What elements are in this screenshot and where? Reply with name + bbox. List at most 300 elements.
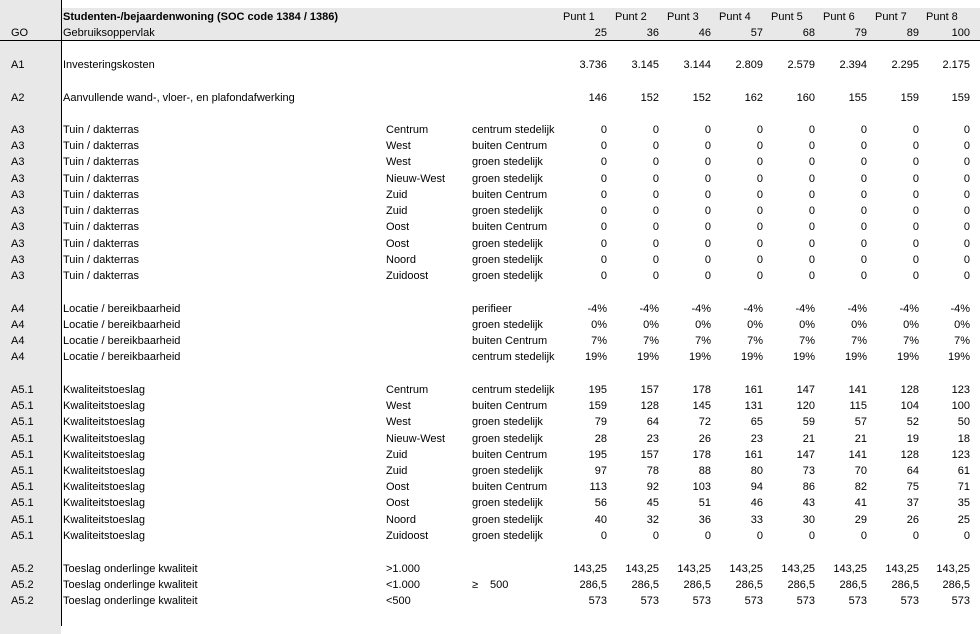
- punt-value: 113: [589, 481, 607, 493]
- row-location: Zuidoost: [386, 270, 429, 282]
- punt-value: 128: [900, 449, 919, 461]
- row-description: Kwaliteitstoeslag: [63, 481, 145, 493]
- row-type: centrum stedelijk: [472, 384, 555, 396]
- row-type: perifieer: [472, 303, 512, 315]
- punt-value: 70: [854, 465, 867, 477]
- punt-value: 0: [652, 254, 659, 266]
- punt-value: 73: [802, 465, 815, 477]
- punt-value: 143,25: [729, 563, 763, 575]
- punt-value: 0: [860, 140, 867, 152]
- punt-value: 0: [912, 270, 919, 282]
- punt-value: 0: [704, 173, 711, 185]
- punt-value: 0: [963, 221, 970, 233]
- punt-value: 143,25: [677, 563, 711, 575]
- row-description: Kwaliteitstoeslag: [63, 400, 145, 412]
- punt-value: 0: [963, 156, 970, 168]
- row-location: >1.000: [386, 563, 420, 575]
- row-description: Locatie / bereikbaarheid: [63, 319, 181, 331]
- punt-value: -4%: [743, 303, 763, 315]
- table-row: [0, 154, 980, 170]
- row-location: Nieuw-West: [386, 173, 446, 185]
- go-code: A2: [11, 92, 25, 104]
- punt-value: 0: [963, 173, 970, 185]
- go-code: A5.1: [11, 416, 34, 428]
- punt-label: Punt 7: [875, 11, 907, 23]
- row-location: West: [386, 156, 411, 168]
- punt-value: 0: [912, 140, 919, 152]
- punt-value: 94: [750, 481, 763, 493]
- punt-value: 71: [957, 481, 970, 493]
- punt-value: 159: [900, 92, 919, 104]
- punt-value: 0: [600, 124, 607, 136]
- go-code: A3: [11, 270, 25, 282]
- punt-value: 0: [860, 124, 867, 136]
- row-location: <1.000: [386, 579, 420, 591]
- punt-value: 0: [860, 238, 867, 250]
- go-code: A5.1: [11, 400, 34, 412]
- go-code: A5.1: [11, 481, 34, 493]
- row-description: Toeslag onderlinge kwaliteit: [63, 595, 198, 607]
- punt-value: 0: [652, 530, 659, 542]
- punt-value: 573: [951, 595, 970, 607]
- punt-value: 64: [906, 465, 919, 477]
- punt-value: 115: [849, 400, 867, 412]
- row-type: groen stedelijk: [472, 238, 543, 250]
- table-row: [0, 317, 980, 333]
- punt-value: 286,5: [579, 579, 607, 591]
- row-description: Locatie / bereikbaarheid: [63, 303, 181, 315]
- punt-value: 0: [860, 254, 867, 266]
- row-description: Kwaliteitstoeslag: [63, 465, 145, 477]
- punt-value: 123: [951, 449, 970, 461]
- row-description: Aanvullende wand-, vloer-, en plafondafwerking: [63, 92, 295, 104]
- punt-value: 0: [756, 530, 763, 542]
- punt-value: 0: [652, 189, 659, 201]
- punt-value: 33: [750, 514, 763, 526]
- punt-value: 0: [912, 205, 919, 217]
- punt-value: 37: [906, 497, 919, 509]
- punt-value: 573: [744, 595, 763, 607]
- punt-value: 123: [951, 384, 970, 396]
- punt-value: 0: [704, 189, 711, 201]
- go-code: A3: [11, 254, 25, 266]
- punt-value: 40: [594, 514, 607, 526]
- punt-value: 157: [640, 449, 659, 461]
- row-location: Zuidoost: [386, 530, 429, 542]
- punt-value: 0: [756, 238, 763, 250]
- punt-value: 19%: [844, 351, 867, 363]
- oppervlak-value: 36: [646, 27, 659, 39]
- go-code: A4: [11, 319, 25, 331]
- punt-value: 178: [692, 384, 711, 396]
- punt-value: 286,5: [891, 579, 919, 591]
- punt-value: 286,5: [942, 579, 970, 591]
- row-type: groen stedelijk: [472, 514, 543, 526]
- row-type: buiten Centrum: [472, 449, 548, 461]
- table-row: [0, 349, 980, 365]
- row-type: groen stedelijk: [472, 497, 543, 509]
- punt-value: 61: [957, 465, 970, 477]
- punt-value: 157: [640, 384, 659, 396]
- row-type: buiten Centrum: [472, 221, 548, 233]
- row-type: buiten Centrum: [472, 335, 548, 347]
- punt-value: 141: [848, 384, 867, 396]
- row-type: centrum stedelijk: [472, 124, 555, 136]
- punt-value: 159: [588, 400, 607, 412]
- punt-value: 56: [594, 497, 607, 509]
- punt-value: 155: [848, 92, 867, 104]
- punt-value: 86: [802, 481, 815, 493]
- punt-value: 3.736: [579, 59, 607, 71]
- punt-value: 0%: [747, 319, 763, 331]
- punt-value: 0: [756, 124, 763, 136]
- punt-value: 143,25: [885, 563, 919, 575]
- punt-value: 0: [704, 254, 711, 266]
- punt-value: 0: [652, 140, 659, 152]
- go-code: A5.1: [11, 433, 34, 445]
- punt-value: 23: [750, 433, 763, 445]
- go-code: A3: [11, 238, 25, 250]
- header-row-oppervlak: [0, 25, 980, 41]
- punt-value: 286,5: [735, 579, 763, 591]
- oppervlak-value: 46: [698, 27, 711, 39]
- table-row: [0, 203, 980, 219]
- punt-value: 0: [704, 156, 711, 168]
- ge-value: 500: [490, 579, 509, 591]
- punt-value: 0: [600, 173, 607, 185]
- punt-value: 0: [600, 254, 607, 266]
- row-location: Zuid: [386, 205, 408, 217]
- row-location: West: [386, 400, 411, 412]
- punt-value: 0: [860, 270, 867, 282]
- punt-value: 0: [652, 124, 659, 136]
- punt-value: 50: [957, 416, 970, 428]
- punt-value: 7%: [954, 335, 970, 347]
- row-description: Tuin / dakterras: [63, 156, 140, 168]
- punt-value: 0: [756, 205, 763, 217]
- go-code: A3: [11, 205, 25, 217]
- punt-value: 131: [744, 400, 763, 412]
- punt-value: 161: [744, 384, 763, 396]
- punt-value: 21: [802, 433, 815, 445]
- punt-value: 0: [860, 173, 867, 185]
- punt-value: 0: [704, 221, 711, 233]
- punt-label: Punt 6: [823, 11, 855, 23]
- punt-value: 0: [652, 205, 659, 217]
- punt-value: 0: [756, 140, 763, 152]
- punt-value: 120: [796, 400, 815, 412]
- punt-value: 79: [594, 416, 607, 428]
- row-location: <500: [386, 595, 411, 607]
- punt-value: 18: [957, 433, 970, 445]
- punt-value: 286,5: [631, 579, 659, 591]
- punt-label: Punt 4: [719, 11, 751, 23]
- punt-value: 64: [646, 416, 659, 428]
- punt-value: 0: [912, 156, 919, 168]
- table-row: [0, 268, 980, 284]
- punt-value: 0: [912, 221, 919, 233]
- punt-value: 0: [704, 238, 711, 250]
- punt-value: 7%: [851, 335, 867, 347]
- row-location: Noord: [386, 254, 416, 266]
- punt-value: 19: [906, 433, 919, 445]
- punt-value: 0: [704, 205, 711, 217]
- oppervlak-value: 68: [802, 27, 815, 39]
- row-location: Nieuw-West: [386, 433, 446, 445]
- row-location: Oost: [386, 497, 410, 509]
- punt-value: 0: [912, 254, 919, 266]
- punt-value: 152: [692, 92, 711, 104]
- punt-value: 0: [808, 221, 815, 233]
- go-code: A4: [11, 335, 25, 347]
- ge-symbol: ≥: [472, 579, 479, 591]
- punt-value: 0: [912, 530, 919, 542]
- punt-value: 3.144: [683, 59, 711, 71]
- punt-value: 286,5: [683, 579, 711, 591]
- punt-value: 161: [744, 449, 763, 461]
- row-type: groen stedelijk: [472, 319, 543, 331]
- header-row-title: [0, 9, 980, 25]
- table-row: [0, 122, 980, 138]
- row-type: groen stedelijk: [472, 205, 543, 217]
- punt-value: 0%: [954, 319, 970, 331]
- punt-value: 19%: [688, 351, 711, 363]
- punt-value: -4%: [691, 303, 711, 315]
- punt-value: 0: [860, 156, 867, 168]
- punt-value: 92: [646, 481, 659, 493]
- punt-value: 0: [808, 189, 815, 201]
- punt-value: 0: [808, 238, 815, 250]
- table-row: [0, 495, 980, 511]
- punt-value: 145: [692, 400, 711, 412]
- row-location: Noord: [386, 514, 416, 526]
- punt-value: 26: [906, 514, 919, 526]
- punt-value: 103: [692, 481, 711, 493]
- table-row: [0, 138, 980, 154]
- punt-value: 0: [652, 156, 659, 168]
- row-description: Investeringskosten: [63, 59, 155, 71]
- punt-value: 0: [860, 221, 867, 233]
- punt-value: 143,25: [625, 563, 659, 575]
- punt-value: 573: [640, 595, 659, 607]
- row-location: Centrum: [386, 384, 429, 396]
- table-row: [0, 577, 980, 593]
- row-description: Kwaliteitstoeslag: [63, 497, 145, 509]
- row-location: Zuid: [386, 449, 408, 461]
- go-code: A3: [11, 189, 25, 201]
- punt-value: 573: [848, 595, 867, 607]
- punt-value: 7%: [747, 335, 763, 347]
- punt-value: 57: [854, 416, 867, 428]
- row-type: groen stedelijk: [472, 156, 543, 168]
- punt-value: 0: [963, 124, 970, 136]
- row-location: Oost: [386, 238, 410, 250]
- punt-value: 29: [854, 514, 867, 526]
- punt-value: 0: [652, 238, 659, 250]
- punt-value: 573: [900, 595, 919, 607]
- table-row: [0, 561, 980, 577]
- punt-value: 0: [963, 140, 970, 152]
- punt-value: 0: [652, 173, 659, 185]
- punt-value: 26: [698, 433, 711, 445]
- table-row: [0, 528, 980, 544]
- table-row: [0, 593, 980, 609]
- punt-value: 19%: [740, 351, 763, 363]
- row-type: groen stedelijk: [472, 416, 543, 428]
- row-description: Kwaliteitstoeslag: [63, 530, 145, 542]
- punt-value: 573: [796, 595, 815, 607]
- go-code: A5.2: [11, 563, 34, 575]
- table-row: [0, 171, 980, 187]
- punt-value: 0: [652, 221, 659, 233]
- go-code: A5.2: [11, 579, 34, 591]
- punt-value: 0: [756, 156, 763, 168]
- punt-value: 7%: [643, 335, 659, 347]
- go-code: A5.1: [11, 384, 34, 396]
- punt-value: 195: [588, 384, 607, 396]
- punt-value: 0: [860, 205, 867, 217]
- table-row: [0, 479, 980, 495]
- punt-value: -4%: [795, 303, 815, 315]
- punt-value: 0: [704, 270, 711, 282]
- punt-value: 43: [802, 497, 815, 509]
- punt-value: 52: [906, 416, 919, 428]
- punt-value: 0: [652, 270, 659, 282]
- punt-value: 46: [750, 497, 763, 509]
- punt-value: 0: [756, 254, 763, 266]
- table-row: [0, 219, 980, 235]
- punt-value: 0%: [695, 319, 711, 331]
- punt-value: 128: [900, 384, 919, 396]
- punt-value: 573: [588, 595, 607, 607]
- sheet-title: Studenten-/bejaardenwoning (SOC code 1384 / 1386): [63, 11, 339, 23]
- punt-value: 51: [698, 497, 711, 509]
- row-location: Oost: [386, 481, 410, 493]
- row-description: Toeslag onderlinge kwaliteit: [63, 563, 198, 575]
- row-description: Kwaliteitstoeslag: [63, 433, 145, 445]
- punt-value: 35: [957, 497, 970, 509]
- punt-value: 0: [860, 189, 867, 201]
- punt-value: 0: [808, 254, 815, 266]
- punt-value: 0: [704, 530, 711, 542]
- punt-value: 0: [860, 530, 867, 542]
- oppervlak-label: Gebruiksoppervlak: [63, 27, 155, 39]
- punt-value: 80: [750, 465, 763, 477]
- punt-value: -4%: [950, 303, 970, 315]
- oppervlak-value: 100: [951, 27, 970, 39]
- oppervlak-value: 79: [854, 27, 867, 39]
- table-row: [0, 463, 980, 479]
- punt-value: 0: [600, 270, 607, 282]
- punt-value: 19%: [792, 351, 815, 363]
- punt-value: 78: [646, 465, 659, 477]
- punt-value: 143,25: [573, 563, 607, 575]
- punt-value: 7%: [799, 335, 815, 347]
- row-description: Locatie / bereikbaarheid: [63, 351, 181, 363]
- punt-value: 152: [640, 92, 659, 104]
- punt-value: 162: [744, 92, 763, 104]
- punt-value: 7%: [695, 335, 711, 347]
- row-type: groen stedelijk: [472, 254, 543, 266]
- punt-value: 143,25: [781, 563, 815, 575]
- punt-value: 0: [600, 221, 607, 233]
- punt-value: 178: [692, 449, 711, 461]
- punt-value: 195: [588, 449, 607, 461]
- punt-value: 0%: [851, 319, 867, 331]
- punt-value: 97: [594, 465, 607, 477]
- punt-value: 0: [963, 530, 970, 542]
- go-code: A5.1: [11, 514, 34, 526]
- punt-value: 0: [808, 140, 815, 152]
- punt-value: 0: [704, 124, 711, 136]
- punt-label: Punt 5: [771, 11, 803, 23]
- row-location: Oost: [386, 221, 410, 233]
- go-code: A1: [11, 59, 25, 71]
- punt-value: 0: [963, 270, 970, 282]
- punt-value: 146: [588, 92, 607, 104]
- row-description: Toeslag onderlinge kwaliteit: [63, 579, 198, 591]
- punt-value: 141: [848, 449, 867, 461]
- row-type: buiten Centrum: [472, 400, 548, 412]
- row-type: groen stedelijk: [472, 530, 543, 542]
- row-type: groen stedelijk: [472, 433, 543, 445]
- row-description: Locatie / bereikbaarheid: [63, 335, 181, 347]
- punt-value: 32: [646, 514, 659, 526]
- punt-value: 45: [646, 497, 659, 509]
- row-description: Tuin / dakterras: [63, 270, 140, 282]
- punt-value: 59: [802, 416, 815, 428]
- punt-value: 72: [698, 416, 711, 428]
- punt-value: 147: [796, 384, 815, 396]
- punt-value: -4%: [899, 303, 919, 315]
- punt-value: 0: [808, 530, 815, 542]
- row-description: Tuin / dakterras: [63, 189, 140, 201]
- punt-value: 0: [600, 140, 607, 152]
- punt-value: 159: [951, 92, 970, 104]
- go-code: A5.1: [11, 449, 34, 461]
- punt-value: 104: [900, 400, 919, 412]
- punt-value: 128: [640, 400, 659, 412]
- punt-value: 28: [594, 433, 607, 445]
- punt-value: 19%: [947, 351, 970, 363]
- row-type: centrum stedelijk: [472, 351, 555, 363]
- table-row: [0, 57, 980, 73]
- row-location: West: [386, 416, 411, 428]
- punt-value: 82: [854, 481, 867, 493]
- row-location: Zuid: [386, 189, 408, 201]
- table-row: [0, 187, 980, 203]
- punt-value: 19%: [896, 351, 919, 363]
- punt-value: 75: [906, 481, 919, 493]
- go-code: A3: [11, 124, 25, 136]
- punt-value: 0: [600, 156, 607, 168]
- punt-value: 0: [756, 221, 763, 233]
- go-code: A4: [11, 351, 25, 363]
- punt-value: 0: [600, 530, 607, 542]
- go-code: A4: [11, 303, 25, 315]
- row-description: Tuin / dakterras: [63, 124, 140, 136]
- punt-value: 0: [912, 189, 919, 201]
- go-code: A5.2: [11, 595, 34, 607]
- punt-value: 0: [600, 205, 607, 217]
- punt-value: 19%: [584, 351, 607, 363]
- oppervlak-value: 89: [906, 27, 919, 39]
- row-type: buiten Centrum: [472, 481, 548, 493]
- punt-value: 0: [963, 189, 970, 201]
- row-description: Kwaliteitstoeslag: [63, 416, 145, 428]
- punt-value: 3.145: [631, 59, 659, 71]
- punt-label: Punt 2: [615, 11, 647, 23]
